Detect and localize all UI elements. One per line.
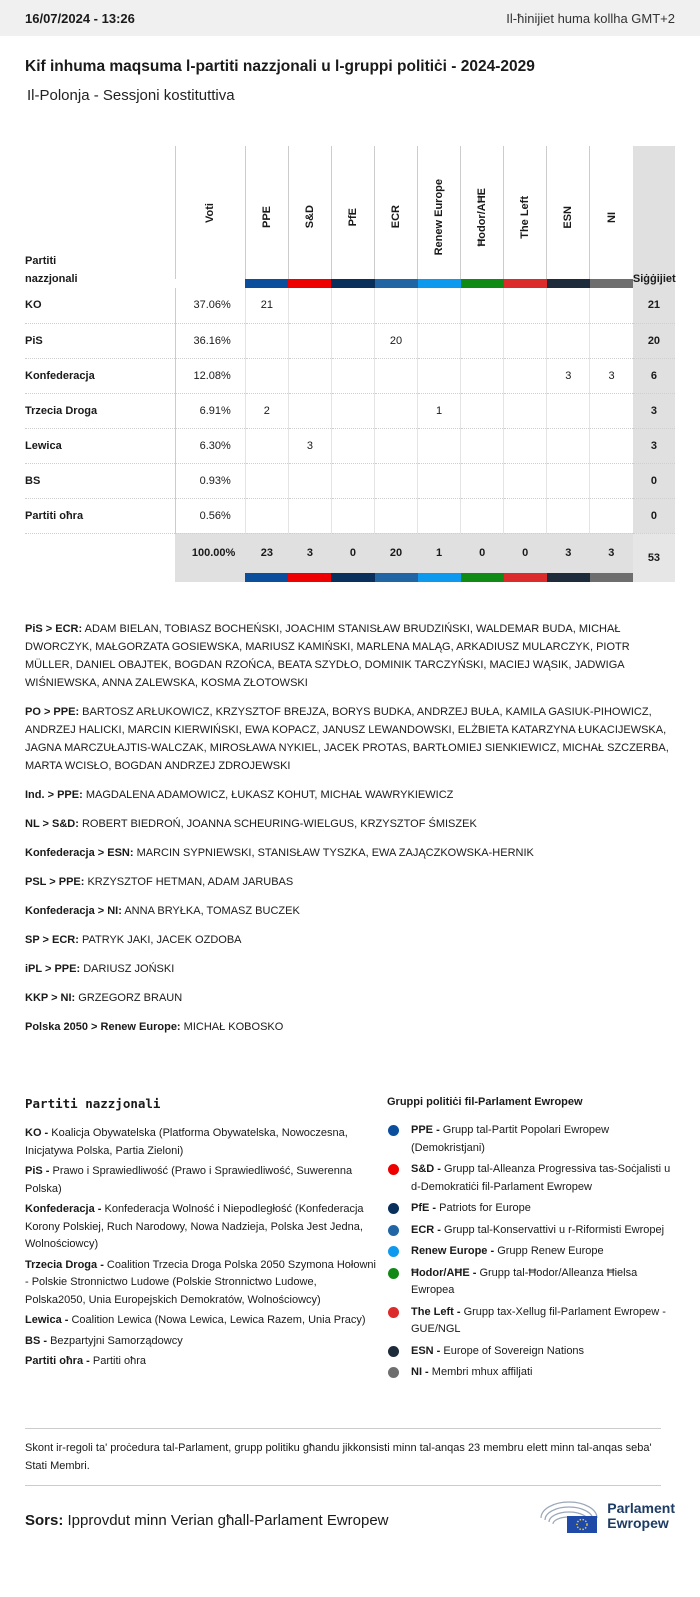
seat-cell: [331, 358, 374, 393]
seat-total-cell: 6: [633, 358, 675, 393]
seat-cell: [590, 428, 633, 463]
seat-cell: [375, 463, 418, 498]
votes-cell: 6.30%: [175, 428, 245, 463]
seat-cell: [504, 393, 547, 428]
seat-cell: [504, 323, 547, 358]
summary-seat-cell: 20: [375, 533, 418, 573]
mep-route: Konfederacja > NI:: [25, 905, 122, 917]
seat-cell: 3: [590, 358, 633, 393]
party-description: Coalition Trzecia Droga Polska 2050 Szymona Hołowni - Polskie Stronnictwo Ludowe (Polskie Stronnictwo Ludowe, Polska2050, Unia Europejskich Demokratów, Wolnościowcy): [25, 1258, 376, 1306]
summary-row: [25, 533, 675, 573]
group-color-strip: [331, 573, 374, 582]
group-abbr: NI -: [411, 1366, 429, 1378]
seat-cell: [418, 358, 461, 393]
seat-cell: [590, 463, 633, 498]
group-abbr: PfE -: [411, 1202, 437, 1214]
mep-assignment: [25, 620, 675, 692]
legend: [25, 1096, 675, 1386]
mep-assignment: [25, 902, 675, 920]
seat-cell: [590, 288, 633, 323]
seat-cell: [504, 498, 547, 533]
group-legend-item: [387, 1265, 675, 1300]
seat-cell: 2: [245, 393, 288, 428]
seat-cell: [418, 323, 461, 358]
group-header-left: The Left: [504, 146, 547, 279]
party-legend-item: [25, 1201, 387, 1254]
group-color-dot-icon: [388, 1246, 399, 1257]
seat-cell: [418, 498, 461, 533]
group-color-strip: [504, 573, 547, 582]
mep-names: ADAM BIELAN, TOBIASZ BOCHEŃSKI, JOACHIM STANISŁAW BRUDZIŃSKI, WALDEMAR BUDA, MICHAŁ DWORCZYK, MAŁGORZATA GOSIEWSKA, MARIUSZ KAMIŃSKI, MARLENA MALĄG, ARKADIUSZ MULARCZYK, PIOTR MÜLLER, DANIEL OBAJTEK, BOGDAN RZOŃCA, BEATA SZYDŁO, DOMINIK TARCZYŃSKI, MACIEJ WĄSIK, JADWIGA WIŚNIEWSKA, ANNA ZALEWSKA, KOSMA ZŁOTOWSKI: [25, 623, 630, 689]
mep-assignment: [25, 815, 675, 833]
seat-cell: [504, 463, 547, 498]
party-abbr: Lewica -: [25, 1314, 69, 1326]
party-legend-item: [25, 1125, 387, 1160]
mep-route: Ind. > PPE:: [25, 789, 83, 801]
party-description: Partiti oħra: [92, 1355, 147, 1367]
group-legend-item: [387, 1222, 675, 1240]
seat-cell: [245, 323, 288, 358]
mep-assignment: [25, 873, 675, 891]
mep-route: iPL > PPE:: [25, 963, 81, 975]
party-legend-item: [25, 1353, 387, 1371]
mep-assignment: [25, 844, 675, 862]
seat-cell: [504, 288, 547, 323]
seat-cell: [461, 358, 504, 393]
mep-assignment: [25, 960, 675, 978]
summary-seat-cell: 23: [245, 533, 288, 573]
seats-table: [25, 146, 675, 582]
seat-total-cell: 3: [633, 393, 675, 428]
group-abbr: The Left -: [411, 1305, 461, 1318]
group-legend: [387, 1096, 675, 1386]
table-row: [25, 463, 675, 498]
group-color-strip: [418, 573, 461, 582]
party-legend-heading: Partiti nazzjonali: [25, 1096, 161, 1111]
mep-assignment: [25, 786, 675, 804]
group-color-dot-icon: [388, 1346, 399, 1357]
group-color-strip: [418, 279, 461, 288]
seat-cell: [288, 288, 331, 323]
votes-column-header: Voti: [175, 146, 245, 279]
seat-cell: [331, 288, 374, 323]
mep-names: PATRYK JAKI, JACEK OZDOBA: [81, 934, 242, 946]
mep-route: PiS > ECR:: [25, 623, 83, 635]
group-abbr: Renew Europe -: [411, 1245, 495, 1257]
seat-cell: [288, 393, 331, 428]
group-color-strip: [547, 573, 590, 582]
seat-cell: [547, 393, 590, 428]
party-legend-item: [25, 1312, 387, 1330]
group-color-strip-bottom: [25, 573, 675, 582]
seat-cell: [331, 498, 374, 533]
party-legend-item: [25, 1257, 387, 1310]
summary-total: 53: [633, 533, 675, 582]
seat-cell: [245, 358, 288, 393]
party-abbr: KO -: [25, 1127, 49, 1139]
group-color-strip: [461, 573, 504, 582]
group-color-strip: [547, 279, 590, 288]
seat-total-cell: 0: [633, 498, 675, 533]
seat-cell: [288, 463, 331, 498]
group-color-strip: [375, 279, 418, 288]
group-color-strip: [590, 573, 633, 582]
mep-names: MICHAŁ KOBOSKO: [183, 1021, 284, 1033]
party-legend-item: [25, 1333, 387, 1351]
party-name-cell: Trzecia Droga: [25, 393, 175, 428]
mep-assignment: [25, 703, 675, 775]
group-color-strip: [461, 279, 504, 288]
seat-cell: [288, 498, 331, 533]
group-header-esn: ESN: [547, 146, 590, 279]
seat-cell: [375, 428, 418, 463]
summary-seat-cell: 3: [288, 533, 331, 573]
mep-route: Polska 2050 > Renew Europe:: [25, 1021, 181, 1033]
group-description: Grupp tal-Konservattivi u r-Riformisti Ewropej: [444, 1223, 665, 1236]
mep-assignment-list: [25, 620, 675, 1036]
table-row: [25, 393, 675, 428]
source-text: Ipprovdut minn Verian għall-Parlament Ewropew: [67, 1512, 389, 1529]
group-description: Patriots for Europe: [439, 1202, 531, 1214]
table-row: [25, 358, 675, 393]
rules-note: Skont ir-regoli ta' proċedura tal-Parlament, grupp politiku għandu jikkonsisti minn tal-anqas 23 membru elett minn tal-anqas seba' Stati Membri.: [25, 1428, 661, 1486]
group-abbr: S&D -: [411, 1163, 441, 1175]
votes-cell: 6.91%: [175, 393, 245, 428]
seat-cell: [418, 463, 461, 498]
table-row: [25, 288, 675, 323]
party-description: Bezpartyjni Samorządowcy: [50, 1334, 183, 1347]
mep-assignment: [25, 931, 675, 949]
party-abbr: Trzecia Droga -: [25, 1258, 104, 1271]
summary-seat-cell: 1: [418, 533, 461, 573]
seat-cell: 3: [547, 358, 590, 393]
timezone-note: Il-ħinijiet huma kollha GMT+2: [506, 10, 675, 26]
group-abbr: PPE -: [411, 1124, 440, 1136]
summary-seat-cell: 3: [590, 533, 633, 573]
mep-names: GRZEGORZ BRAUN: [78, 992, 183, 1004]
seat-cell: [418, 428, 461, 463]
seat-cell: [461, 288, 504, 323]
parliament-logo: [537, 1498, 675, 1534]
seat-cell: [418, 288, 461, 323]
group-color-dot-icon: [388, 1225, 399, 1236]
timestamp: 16/07/2024 - 13:26: [25, 10, 135, 26]
source-line: [25, 1512, 389, 1529]
seat-cell: [504, 428, 547, 463]
seat-cell: [547, 323, 590, 358]
group-legend-item: [387, 1243, 675, 1261]
group-header-greens: Ħodor/AĦE: [461, 146, 504, 279]
seat-cell: [288, 358, 331, 393]
seat-total-cell: 20: [633, 323, 675, 358]
mep-assignment: [25, 1018, 675, 1036]
parliament-emblem-icon: [537, 1498, 601, 1534]
seat-cell: [331, 323, 374, 358]
mep-names: MAGDALENA ADAMOWICZ, ŁUKASZ KOHUT, MICHAŁ WAWRYKIEWICZ: [85, 789, 454, 801]
seat-cell: 1: [418, 393, 461, 428]
party-name-cell: PiS: [25, 323, 175, 358]
seat-cell: [547, 463, 590, 498]
group-legend-item: [387, 1364, 675, 1382]
party-legend-item: [25, 1163, 387, 1198]
party-name-cell: Lewica: [25, 428, 175, 463]
votes-cell: 12.08%: [175, 358, 245, 393]
table-row: [25, 498, 675, 533]
seat-cell: 21: [245, 288, 288, 323]
mep-route: NL > S&D:: [25, 818, 79, 830]
seat-cell: [375, 358, 418, 393]
group-header-ppe: PPE: [245, 146, 288, 279]
seat-cell: [331, 463, 374, 498]
party-description: Prawo i Sprawiedliwość (Prawo i Sprawiedliwość, Suwerenna Polska): [25, 1165, 353, 1195]
group-header-sd: S&D: [288, 146, 331, 279]
group-color-strip: [331, 279, 374, 288]
seat-total-cell: 3: [633, 428, 675, 463]
mep-names: DARIUSZ JOŃSKI: [83, 963, 175, 975]
group-color-strip: [245, 279, 288, 288]
top-bar: [0, 0, 700, 36]
group-color-dot-icon: [388, 1125, 399, 1136]
summary-seat-cell: 0: [504, 533, 547, 573]
logo-text: Parlament Ewropew: [607, 1499, 675, 1531]
summary-seat-cell: 0: [331, 533, 374, 573]
group-legend-item: [387, 1200, 675, 1218]
mep-route: PO > PPE:: [25, 706, 80, 718]
mep-route: SP > ECR:: [25, 934, 79, 946]
party-column-header: Partiti nazzjonali: [25, 255, 78, 285]
group-color-strip: [504, 279, 547, 288]
party-abbr: Partiti oħra -: [25, 1355, 90, 1367]
seat-cell: [590, 393, 633, 428]
party-abbr: BS -: [25, 1334, 47, 1347]
seat-cell: [461, 393, 504, 428]
group-legend-item: [387, 1122, 675, 1157]
seat-cell: [461, 428, 504, 463]
seat-cell: [461, 498, 504, 533]
group-color-dot-icon: [388, 1307, 399, 1318]
footer: [25, 1498, 675, 1534]
seat-cell: [375, 288, 418, 323]
page-subtitle: Il-Polonja - Sessjoni kostituttiva: [27, 87, 235, 104]
mep-names: ANNA BRYŁKA, TOMASZ BUCZEK: [124, 905, 300, 917]
group-description: Grupp tax-Xellug fil-Parlament Ewropew - GUE/NGL: [411, 1305, 666, 1335]
party-description: Konfederacja Wolność i Niepodległość (Konfederacja Korony Polskiej, Ruch Narodowy, Nowa Nadzieja, Polska Jest Jedna, Wolnościowcy): [25, 1203, 364, 1250]
group-header-ecr: ECR: [375, 146, 418, 279]
mep-route: KKP > NI:: [25, 992, 76, 1004]
group-header-renew: Renew Europe: [418, 146, 461, 279]
seat-total-cell: 0: [633, 463, 675, 498]
mep-names: KRZYSZTOF HETMAN, ADAM JARUBAS: [87, 876, 294, 888]
seat-cell: [375, 393, 418, 428]
votes-cell: 36.16%: [175, 323, 245, 358]
party-abbr: Konfederacja -: [25, 1203, 102, 1215]
group-description: Grupp tal-Alleanza Progressiva tas-Soċjalisti u d-Demokratiċi fil-Parlament Ewropew: [411, 1163, 671, 1193]
group-color-strip: [375, 573, 418, 582]
party-name-cell: Konfederacja: [25, 358, 175, 393]
group-color-dot-icon: [388, 1203, 399, 1214]
party-description: Coalition Lewica (Nowa Lewica, Lewica Razem, Unia Pracy): [71, 1314, 366, 1326]
seat-total-cell: 21: [633, 288, 675, 323]
party-name-cell: KO: [25, 288, 175, 323]
group-abbr: ESN -: [411, 1344, 441, 1357]
group-legend-item: [387, 1343, 675, 1361]
group-color-dot-icon: [388, 1268, 399, 1279]
mep-route: PSL > PPE:: [25, 876, 85, 888]
votes-cell: 0.93%: [175, 463, 245, 498]
source-label: Sors:: [25, 1512, 64, 1529]
seat-cell: [461, 463, 504, 498]
group-legend-item: [387, 1161, 675, 1196]
group-header-ni: NI: [590, 146, 633, 279]
group-color-strip: [288, 573, 331, 582]
mep-assignment: [25, 989, 675, 1007]
seat-cell: [331, 428, 374, 463]
votes-strip-spacer: [175, 279, 245, 288]
group-color-strip: [245, 573, 288, 582]
seat-cell: [375, 498, 418, 533]
page-title: Kif inhuma maqsuma l-partiti nazzjonali u l-gruppi politiċi - 2024-2029: [25, 58, 535, 75]
group-legend-item: [387, 1304, 675, 1339]
seat-cell: 20: [375, 323, 418, 358]
seats-column-header: Siġġijiet: [633, 146, 675, 288]
summary-seat-cell: 3: [547, 533, 590, 573]
group-description: Grupp tal-Partit Popolari Ewropew (Demokristjani): [411, 1124, 610, 1154]
group-header-pfe: PfE: [331, 146, 374, 279]
seat-cell: [245, 498, 288, 533]
group-abbr: Ħodor/AĦE -: [411, 1266, 477, 1279]
seat-cell: [590, 498, 633, 533]
mep-names: BARTOSZ ARŁUKOWICZ, KRZYSZTOF BREJZA, BORYS BUDKA, ANDRZEJ BUŁA, KAMILA GASIUK-PIHOWICZ, ANDRZEJ HALICKI, MARCIN KIERWIŃSKI, EWA KOPACZ, JANUSZ LEWANDOWSKI, ELŻBIETA KATARZYNA ŁUKACIJEWSKA, JAGNA MARCZUŁAJTIS-WALCZAK, MIROSŁAWA NYKIEL, JACEK PROTAS, BARTŁOMIEJ SIENKIEWICZ, MICHAŁ SZCZERBA, MARTA WCISŁO, BOGDAN ANDRZEJ ZDROJEWSKI: [25, 706, 669, 772]
party-description: Koalicja Obywatelska (Platforma Obywatelska, Nowoczesna, Inicjatywa Polska, Partia Zieloni): [25, 1127, 348, 1157]
party-legend: [25, 1096, 387, 1386]
party-abbr: PiS -: [25, 1165, 50, 1177]
seat-cell: [547, 428, 590, 463]
mep-names: ROBERT BIEDROŃ, JOANNA SCHEURING-WIELGUS, KRZYSZTOF ŚMISZEK: [81, 818, 477, 830]
seat-cell: [245, 428, 288, 463]
seat-cell: 3: [288, 428, 331, 463]
votes-cell: 0.56%: [175, 498, 245, 533]
summary-seat-cell: 0: [461, 533, 504, 573]
seat-cell: [590, 323, 633, 358]
group-legend-heading: Gruppi politiċi fil-Parlament Ewropew: [387, 1096, 583, 1108]
seat-cell: [547, 288, 590, 323]
table-row: [25, 428, 675, 463]
votes-cell: 37.06%: [175, 288, 245, 323]
seat-cell: [461, 323, 504, 358]
group-description: Grupp Renew Europe: [497, 1245, 604, 1257]
seats-table-wrapper: [25, 146, 675, 582]
group-color-dot-icon: [388, 1164, 399, 1175]
seat-cell: [331, 393, 374, 428]
group-description: Europe of Sovereign Nations: [443, 1344, 585, 1357]
group-color-strip: [288, 279, 331, 288]
table-row: [25, 323, 675, 358]
summary-votes: 100.00%: [175, 533, 245, 573]
seat-cell: [504, 358, 547, 393]
seat-cell: [245, 463, 288, 498]
mep-names: MARCIN SYPNIEWSKI, STANISŁAW TYSZKA, EWA ZAJĄCZKOWSKA-HERNIK: [136, 847, 534, 859]
party-name-cell: Partiti oħra: [25, 498, 175, 533]
group-description: Membri mhux affiljati: [431, 1366, 533, 1378]
mep-route: Konfederacja > ESN:: [25, 847, 134, 859]
party-name-cell: BS: [25, 463, 175, 498]
group-color-strip: [590, 279, 633, 288]
summary-spacer: [25, 533, 175, 573]
group-color-dot-icon: [388, 1367, 399, 1378]
seat-cell: [547, 498, 590, 533]
seat-cell: [288, 323, 331, 358]
group-description: Grupp tal-Ħodor/Alleanza Ħielsa Ewropea: [411, 1266, 638, 1296]
group-abbr: ECR -: [411, 1223, 441, 1236]
